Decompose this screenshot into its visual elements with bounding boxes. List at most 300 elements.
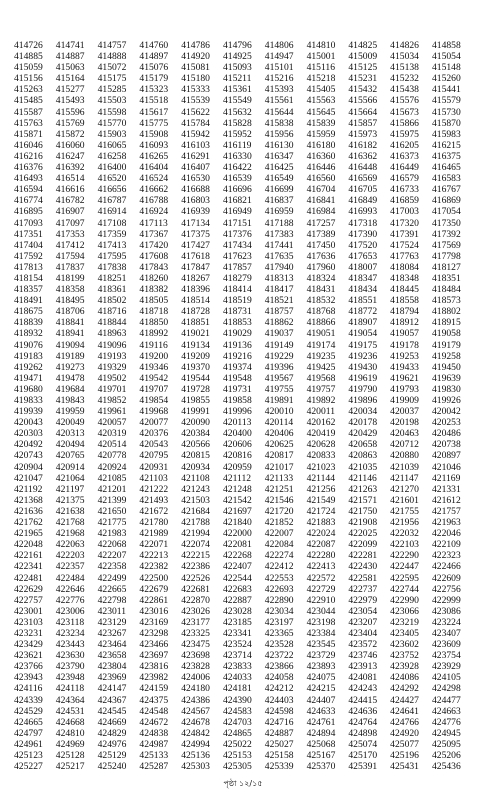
number-cell: 424105 [431, 672, 461, 684]
number-cell: 423044 [306, 605, 336, 617]
number-cell: 424531 [55, 705, 85, 717]
number-cell: 418431 [306, 284, 336, 296]
number-cell: 415644 [264, 106, 294, 118]
number-cell: 419430 [348, 361, 378, 373]
number-cell: 423001 [14, 605, 43, 617]
number-cell: 423928 [390, 661, 419, 673]
number-cell: 415870 [431, 117, 461, 129]
number-cell: 418414 [222, 284, 252, 296]
number-cell: 415598 [97, 106, 127, 118]
number-cell: 414757 [97, 40, 127, 51]
number-cell: 416060 [55, 139, 85, 151]
number-cell: 422412 [264, 561, 294, 573]
number-cell: 417653 [348, 250, 378, 262]
number-cell: 420384 [181, 428, 210, 440]
number-cell: 418573 [431, 295, 461, 307]
number-cell: 421768 [55, 517, 85, 529]
number-cell: 422290 [390, 550, 419, 562]
number-cell: 424672 [139, 716, 169, 728]
number-cell: 419478 [55, 372, 85, 384]
number-cell: 421399 [97, 494, 127, 506]
number-cell: 423804 [97, 661, 127, 673]
number-cell: 423943 [14, 672, 43, 684]
number-cell: 420253 [431, 417, 461, 429]
table-row [14, 473, 474, 484]
number-cell: 420042 [431, 406, 461, 418]
number-cell: 420863 [348, 450, 378, 462]
number-cell: 419701 [97, 383, 127, 395]
number-cell: 424086 [390, 672, 419, 684]
number-cell: 422544 [222, 572, 252, 584]
number-cell: 415952 [222, 128, 252, 140]
number-cell: 416895 [14, 206, 43, 218]
number-cell: 420833 [306, 450, 336, 462]
table-row [14, 561, 474, 572]
table-row [14, 528, 474, 539]
number-cell: 422430 [348, 561, 378, 573]
number-cell: 421883 [306, 517, 336, 529]
number-cell: 418382 [139, 284, 169, 296]
number-cell: 417595 [97, 250, 127, 262]
number-cell: 423016 [139, 605, 169, 617]
table-row [14, 51, 474, 62]
number-cell: 419843 [55, 395, 85, 406]
number-cell: 425196 [390, 750, 419, 761]
number-cell: 417093 [14, 217, 43, 229]
number-cell: 419229 [264, 350, 294, 362]
number-cell: 422000 [222, 528, 252, 540]
number-cell: 416782 [55, 195, 85, 207]
number-cell: 420712 [390, 439, 419, 451]
number-cell: 417359 [97, 228, 127, 240]
number-cell: 415232 [390, 73, 419, 85]
number-cell: 418866 [306, 317, 336, 329]
number-cell: 421697 [222, 505, 252, 517]
number-cell: 422071 [139, 539, 169, 551]
number-cell: 423464 [97, 639, 127, 651]
number-cell: 422629 [14, 583, 43, 595]
number-cell: 417592 [14, 250, 43, 262]
number-cell: 424663 [431, 705, 461, 717]
number-cell: 415393 [264, 84, 294, 96]
number-cell: 423207 [348, 616, 378, 628]
number-cell: 418154 [14, 272, 43, 284]
number-cell: 424118 [55, 683, 85, 695]
number-cell: 418502 [97, 295, 127, 307]
table-row [14, 107, 474, 118]
number-cell: 424633 [306, 705, 336, 717]
number-cell: 417940 [264, 261, 294, 273]
number-cell: 422280 [306, 550, 336, 562]
number-cell: 415216 [264, 73, 294, 85]
number-cell: 425153 [222, 750, 252, 761]
number-cell: 421612 [431, 494, 461, 506]
number-cell: 419502 [97, 372, 127, 384]
number-cell: 419548 [222, 372, 252, 384]
number-cell: 415561 [264, 95, 294, 107]
number-cell: 415231 [348, 73, 378, 85]
number-cell: 417353 [55, 228, 85, 240]
number-cell: 415539 [181, 95, 210, 107]
number-cell: 420904 [14, 461, 43, 473]
table-row [14, 695, 474, 706]
number-cell: 419374 [222, 361, 252, 373]
number-cell: 417843 [139, 261, 169, 273]
number-table [14, 40, 474, 772]
number-cell: 415260 [431, 73, 461, 85]
number-cell: 420815 [181, 450, 210, 462]
number-cell: 420897 [431, 450, 461, 462]
number-cell: 421146 [348, 472, 377, 484]
number-cell: 416247 [55, 150, 85, 162]
number-cell: 416579 [390, 173, 419, 185]
number-cell: 424898 [348, 727, 378, 739]
table-row [14, 761, 474, 772]
number-cell: 420178 [348, 417, 378, 429]
number-cell: 415503 [97, 95, 127, 107]
number-cell: 423198 [306, 616, 336, 628]
number-cell: 419639 [431, 372, 461, 384]
number-cell: 422979 [348, 594, 378, 606]
number-cell: 424415 [348, 694, 378, 706]
number-cell: 419346 [139, 361, 169, 373]
number-cell: 416907 [55, 206, 85, 218]
number-cell: 415942 [181, 128, 210, 140]
number-cell: 422203 [55, 550, 85, 562]
number-cell: 419058 [431, 328, 461, 340]
number-cell: 417188 [264, 217, 294, 229]
table-row [14, 428, 474, 439]
number-cell: 421017 [264, 461, 294, 473]
number-cell: 424033 [222, 672, 252, 684]
number-cell: 415093 [222, 62, 252, 74]
number-cell: 419896 [348, 395, 378, 406]
number-cell: 415617 [139, 106, 169, 118]
number-cell: 416569 [348, 173, 378, 185]
number-cell: 416859 [390, 195, 419, 207]
number-cell: 417608 [139, 250, 169, 262]
number-cell: 420738 [431, 439, 461, 451]
number-cell: 422323 [431, 550, 461, 562]
number-cell: 417134 [181, 217, 210, 229]
table-row [14, 406, 474, 417]
number-cell: 416046 [14, 139, 43, 151]
number-cell: 424842 [181, 727, 210, 739]
table-row [14, 351, 474, 362]
number-cell: 417813 [14, 261, 43, 273]
table-row [14, 639, 474, 650]
number-cell: 421064 [55, 472, 85, 484]
number-cell: 422274 [264, 550, 294, 562]
number-cell: 419193 [97, 350, 127, 362]
number-cell: 423545 [306, 639, 336, 651]
number-cell: 424403 [264, 694, 294, 706]
number-cell: 422087 [306, 539, 336, 551]
number-cell: 419855 [181, 395, 210, 406]
number-cell: 422572 [306, 572, 336, 584]
number-cell: 424678 [181, 716, 210, 728]
number-cell: 421039 [390, 461, 419, 473]
number-cell: 421243 [181, 483, 210, 495]
number-cell: 418532 [306, 295, 336, 307]
number-cell: 421256 [306, 483, 336, 495]
number-cell: 424390 [222, 694, 252, 706]
number-cell: 424829 [97, 727, 127, 739]
table-row [14, 750, 474, 761]
number-cell: 425227 [14, 761, 43, 773]
number-cell: 420795 [139, 450, 169, 462]
number-cell: 418434 [348, 284, 378, 296]
number-cell: 419029 [222, 328, 252, 340]
number-cell: 416774 [14, 195, 43, 207]
number-cell: 415956 [264, 128, 294, 140]
table-row [14, 151, 474, 162]
number-cell: 416446 [306, 162, 336, 174]
table-row [14, 362, 474, 373]
number-cell: 419021 [181, 328, 210, 340]
number-cell: 418347 [348, 272, 378, 284]
number-cell: 416093 [139, 139, 169, 151]
number-cell: 423752 [390, 650, 419, 662]
number-cell: 418521 [264, 295, 294, 307]
number-cell: 423365 [264, 627, 294, 639]
number-cell: 419051 [306, 328, 336, 340]
number-cell: 416594 [14, 184, 43, 196]
number-cell: 415549 [222, 95, 252, 107]
number-cell: 415405 [306, 84, 336, 96]
table-row [14, 395, 474, 406]
number-cell: 414925 [222, 51, 252, 63]
number-cell: 416524 [139, 173, 169, 185]
number-cell: 422553 [264, 572, 294, 584]
number-cell: 421549 [306, 494, 336, 506]
number-cell: 421908 [348, 517, 378, 529]
number-cell: 417594 [55, 250, 85, 262]
number-cell: 420037 [390, 406, 419, 418]
number-cell: 422025 [348, 528, 378, 540]
number-cell: 418839 [14, 317, 43, 329]
number-cell: 417350 [431, 217, 461, 229]
number-cell: 415116 [306, 62, 336, 74]
number-cell: 416373 [390, 150, 419, 162]
number-cell: 416939 [181, 206, 210, 218]
number-cell: 418851 [181, 317, 210, 329]
number-cell: 419892 [306, 395, 336, 406]
number-cell: 419939 [14, 406, 43, 418]
table-row [14, 595, 474, 606]
number-cell: 423722 [264, 650, 294, 662]
number-cell: 417392 [431, 228, 461, 240]
number-cell: 416493 [14, 173, 43, 185]
number-cell: 417623 [222, 250, 252, 262]
number-cell: 425129 [97, 750, 127, 761]
number-cell: 423816 [139, 661, 169, 673]
number-cell: 416837 [264, 195, 294, 207]
number-cell: 422861 [139, 594, 169, 606]
number-cell: 419891 [264, 395, 294, 406]
number-cell: 422268 [222, 550, 252, 562]
number-cell: 424583 [222, 705, 252, 717]
number-cell: 423407 [431, 627, 461, 639]
table-row [14, 240, 474, 251]
number-cell: 421108 [181, 472, 210, 484]
number-cell: 419680 [14, 383, 43, 395]
number-cell: 422084 [264, 539, 294, 551]
number-cell: 420034 [348, 406, 378, 418]
table-row [14, 539, 474, 550]
number-cell: 414786 [181, 40, 210, 51]
number-cell: 415441 [431, 84, 461, 96]
number-cell: 417367 [139, 228, 169, 240]
number-cell: 419076 [14, 339, 43, 351]
number-cell: 422213 [139, 550, 169, 562]
number-cell: 416616 [55, 184, 85, 196]
number-cell: 421788 [181, 517, 210, 529]
number-cell: 416449 [390, 162, 419, 174]
number-cell: 422729 [306, 583, 336, 595]
number-cell: 421375 [55, 494, 85, 506]
table-row [14, 273, 474, 284]
number-cell: 418757 [264, 306, 294, 318]
number-cell: 422683 [222, 583, 252, 595]
number-cell: 417383 [264, 228, 294, 240]
table-row [14, 184, 474, 195]
number-cell: 424766 [390, 716, 419, 728]
number-cell: 414897 [139, 51, 169, 63]
number-cell: 419235 [306, 350, 336, 362]
number-cell: 415763 [14, 117, 43, 129]
number-cell: 415973 [348, 128, 378, 140]
number-cell: 419037 [264, 328, 294, 340]
table-row [14, 95, 474, 106]
number-cell: 420778 [97, 450, 127, 462]
number-cell: 415054 [431, 51, 461, 63]
number-cell: 415361 [222, 84, 252, 96]
number-cell: 418495 [55, 295, 85, 307]
number-cell: 416869 [431, 195, 461, 207]
number-cell: 425217 [55, 761, 85, 773]
number-cell: 416180 [306, 139, 336, 151]
number-cell: 420319 [97, 428, 127, 440]
number-cell: 421201 [97, 483, 127, 495]
number-cell: 424838 [139, 727, 169, 739]
number-cell: 425158 [264, 750, 294, 761]
number-cell: 423086 [431, 605, 461, 617]
number-cell: 424764 [348, 716, 378, 728]
number-cell: 423118 [55, 616, 85, 628]
number-cell: 420817 [264, 450, 294, 462]
number-cell: 423621 [14, 650, 43, 662]
table-row [14, 62, 474, 73]
number-cell: 419433 [390, 361, 419, 373]
number-cell: 421755 [390, 505, 419, 517]
number-cell: 416949 [222, 206, 252, 218]
number-cell: 421840 [222, 517, 252, 529]
table-row [14, 584, 474, 595]
number-cell: 418348 [390, 272, 419, 284]
number-cell: 424987 [139, 738, 169, 750]
number-cell: 421263 [348, 483, 378, 495]
number-cell: 422500 [139, 572, 169, 584]
number-cell: 415285 [97, 84, 127, 96]
number-cell: 416704 [306, 184, 336, 196]
number-cell: 423828 [181, 661, 210, 673]
number-cell: 421169 [431, 472, 461, 484]
number-cell: 423948 [55, 672, 85, 684]
number-cell: 423298 [139, 627, 169, 639]
number-cell: 415839 [306, 117, 336, 129]
number-cell: 423026 [181, 605, 210, 617]
number-cell: 416560 [306, 173, 336, 185]
number-cell: 418358 [55, 284, 85, 296]
number-cell: 423169 [139, 616, 169, 628]
number-cell: 416425 [264, 162, 294, 174]
number-cell: 418279 [222, 272, 252, 284]
number-cell: 422046 [431, 528, 461, 540]
number-cell: 423443 [55, 639, 85, 651]
number-cell: 422341 [14, 561, 43, 573]
table-row [14, 162, 474, 173]
number-cell: 425305 [222, 761, 252, 773]
number-cell: 425436 [431, 761, 461, 773]
number-cell: 417390 [348, 228, 378, 240]
number-cell: 425136 [181, 750, 210, 761]
number-cell: 421503 [181, 494, 210, 506]
number-cell: 419619 [348, 372, 378, 384]
number-cell: 424212 [264, 683, 294, 695]
number-cell: 416733 [390, 184, 419, 196]
number-cell: 422357 [55, 561, 85, 573]
number-cell: 417413 [97, 239, 127, 251]
number-cell: 419833 [14, 395, 43, 406]
number-cell: 415566 [348, 95, 378, 107]
number-cell: 416392 [55, 162, 85, 174]
number-cell: 422887 [222, 594, 252, 606]
number-cell: 421331 [431, 483, 461, 495]
table-row [14, 517, 474, 528]
number-cell: 420486 [431, 428, 461, 440]
table-row [14, 262, 474, 273]
number-cell: 417960 [306, 261, 336, 273]
number-cell: 416696 [222, 184, 252, 196]
number-cell: 415959 [306, 128, 336, 140]
number-cell: 416993 [348, 206, 378, 218]
number-cell: 422382 [139, 561, 169, 573]
number-cell: 421762 [14, 517, 43, 529]
number-cell: 418794 [390, 306, 419, 318]
number-cell: 417636 [306, 250, 336, 262]
number-cell: 415175 [97, 73, 127, 85]
number-cell: 422466 [431, 561, 461, 573]
number-cell: 414887 [55, 51, 85, 63]
number-cell: 424427 [390, 694, 419, 706]
number-cell: 420743 [14, 450, 43, 462]
number-cell: 420880 [390, 450, 419, 462]
number-cell: 416119 [222, 139, 252, 151]
number-cell: 424636 [348, 705, 378, 717]
number-cell: 422207 [97, 550, 127, 562]
number-cell: 417524 [390, 239, 419, 251]
number-cell: 425170 [348, 750, 378, 761]
table-row [14, 218, 474, 229]
number-cell: 419991 [181, 406, 210, 418]
number-cell: 421085 [97, 472, 127, 484]
number-cell: 416959 [264, 206, 294, 218]
number-cell: 424810 [55, 727, 85, 739]
number-cell: 421757 [431, 505, 461, 517]
number-cell: 419258 [431, 350, 461, 362]
number-cell: 419909 [390, 395, 419, 406]
